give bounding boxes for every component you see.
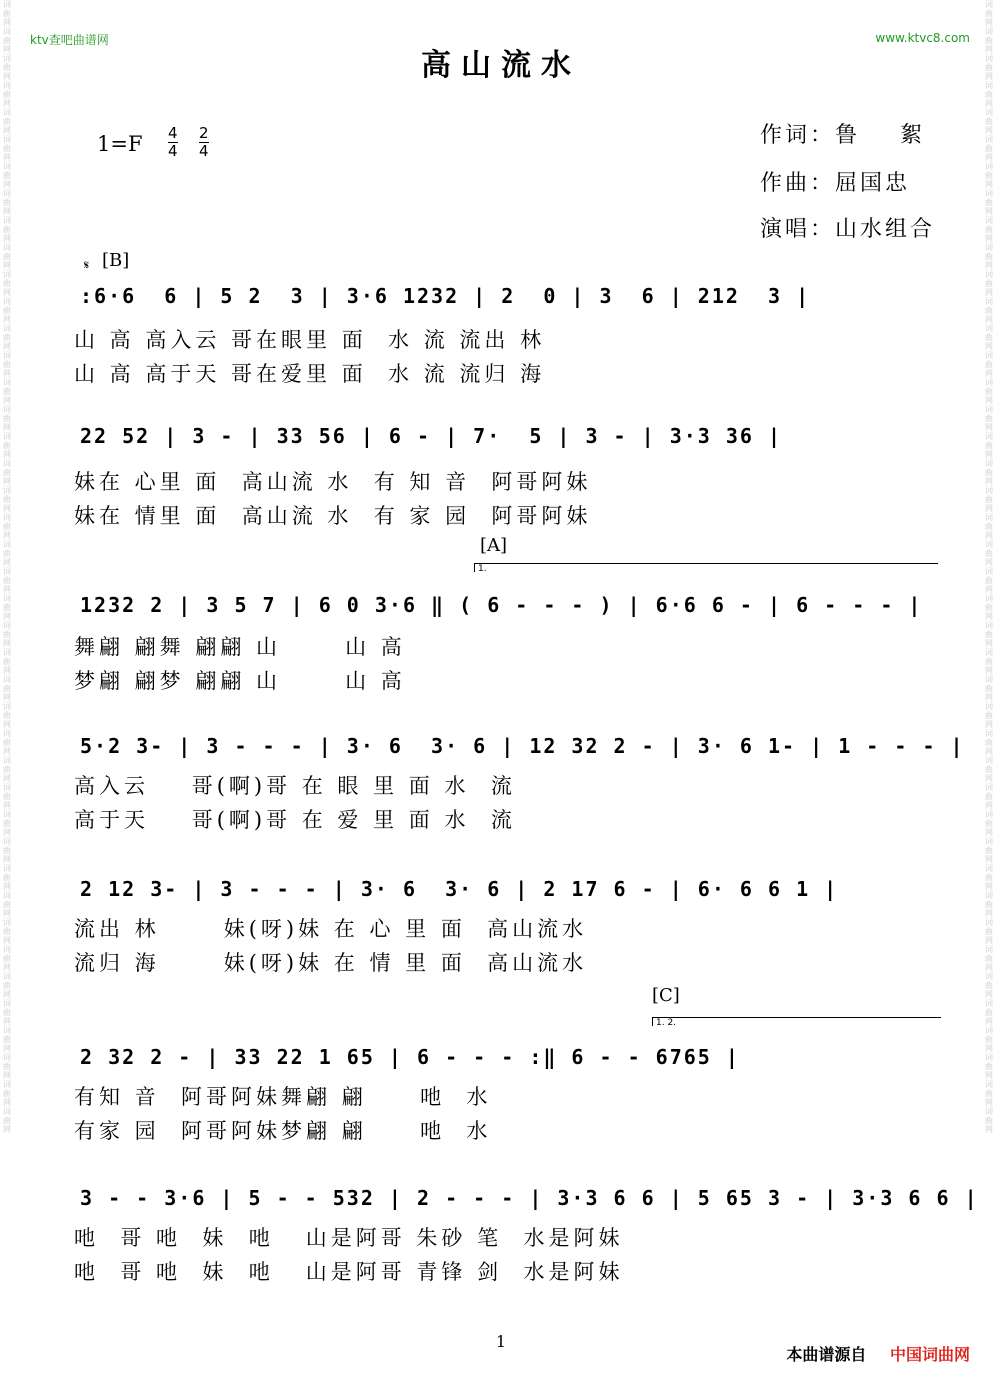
volta-bracket: 1. (474, 563, 938, 572)
page-number: 1 (495, 1332, 507, 1351)
notation-line: 5·2 3- | 3 - - - | 3· 6 3· 6 | 12 32 2 - | 3· 6 1- | 1 - - - | (80, 734, 965, 758)
segno-icon: 𝄋 (84, 258, 90, 272)
lyric-verse-1: 有知 音 阿哥阿妹舞翩 翩 吔 水 (74, 1085, 492, 1109)
site-link-right[interactable]: www.ktvc8.com (875, 31, 970, 45)
site-link-left[interactable]: ktv查吧曲谱网 (30, 33, 109, 47)
time-sig-denominator: 4 (168, 142, 178, 160)
lyric-verse-2: 流归 海 妹(呀)妹 在 情 里 面 高山流水 (74, 951, 588, 975)
lyric-verse-1: 山 高 高入云 哥在眼里 面 水 流 流出 林 (74, 328, 546, 352)
lyric-verse-2: 有家 园 阿哥阿妹梦翩 翩 吔 水 (74, 1119, 492, 1143)
key-signature: 1=F (97, 132, 143, 156)
time-signature-2 (199, 125, 209, 160)
volta-bracket: 1. 2. (652, 1017, 941, 1026)
lyric-verse-1: 流出 林 妹(呀)妹 在 心 里 面 高山流水 (74, 917, 588, 941)
watermark-left: 词曲网词曲网词曲网词曲网词曲网词曲网词曲网词曲网词曲网词曲网词曲网词曲网词曲网词曲网词曲网词曲网词曲网词曲网词曲网词曲网词曲网词曲网词曲网词曲网词曲网词曲网词曲网词曲网词曲网词曲网词曲网词曲网词曲网词曲网词曲网词曲网词曲网词曲网词曲网词曲网词曲网词曲网 (3, 0, 11, 1134)
source-site-link[interactable]: 中国词曲网 (889, 1345, 970, 1364)
lyricist-credit: 作词：鲁 絮 (760, 123, 925, 148)
performer-credit: 演唱：山水组合 (760, 217, 936, 242)
composer-credit: 作曲：屈国忠 (760, 171, 911, 196)
notation-line: 2 12 3- | 3 - - - | 3· 6 3· 6 | 2 17 6 - | 6· 6 6 1 | (80, 877, 839, 901)
time-signature-1 (168, 125, 178, 160)
lyric-verse-1: 舞翩 翩舞 翩翩 山 山 高 (74, 635, 406, 659)
watermark-right: 词曲网词曲网词曲网词曲网词曲网词曲网词曲网词曲网词曲网词曲网词曲网词曲网词曲网词曲网词曲网词曲网词曲网词曲网词曲网词曲网词曲网词曲网词曲网词曲网词曲网词曲网词曲网词曲网词曲网词曲网词曲网词曲网词曲网词曲网词曲网词曲网词曲网词曲网词曲网词曲网词曲网词曲网 (985, 0, 993, 1134)
lyric-verse-2: 高于天 哥(啊)哥 在 爱 里 面 水 流 (74, 808, 516, 832)
notation-line: 22 52 | 3 - | 33 56 | 6 - | 7· 5 | 3 - | 3·3 36 | (80, 424, 783, 448)
time-sig-numerator: 4 (168, 124, 178, 142)
lyric-verse-2: 吔 哥 吔 妹 吔 山是阿哥 青锋 剑 水是阿妹 (74, 1260, 624, 1284)
rehearsal-mark: [C] (652, 985, 680, 1006)
lyric-verse-1: 吔 哥 吔 妹 吔 山是阿哥 朱砂 笔 水是阿妹 (74, 1226, 624, 1250)
lyric-verse-1: 高入云 哥(啊)哥 在 眼 里 面 水 流 (74, 774, 516, 798)
time-sig-denominator: 4 (199, 142, 209, 160)
lyric-verse-2: 山 高 高于天 哥在爱里 面 水 流 流归 海 (74, 362, 546, 386)
rehearsal-mark: [A] (480, 535, 508, 556)
song-title: 高山流水 (421, 48, 581, 83)
lyric-verse-1: 妹在 心里 面 高山流 水 有 知 音 阿哥阿妹 (74, 470, 592, 494)
notation-line: 1232 2 | 3 5 7 | 6 0 3·6 ‖ ( 6 - - - ) | 6·6 6 - | 6 - - - | (80, 593, 923, 617)
rehearsal-mark: [B] (102, 250, 130, 271)
notation-line: 3 - - 3·6 | 5 - - 532 | 2 - - - | 3·3 6 6 | 5 65 3 - | 3·3 6 6 | (80, 1186, 979, 1210)
source-prefix: 本曲谱源自 (786, 1345, 867, 1364)
lyric-verse-2: 妹在 情里 面 高山流 水 有 家 园 阿哥阿妹 (74, 504, 592, 528)
notation-line: 2 32 2 - | 33 22 1 65 | 6 - - - :‖ 6 - - 6765 | (80, 1045, 740, 1069)
notation-line: :6·6 6 | 5 2 3 | 3·6 1232 | 2 0 | 3 6 | 212 3 | (80, 284, 811, 308)
source-credit (786, 1342, 970, 1365)
lyric-verse-2: 梦翩 翩梦 翩翩 山 山 高 (74, 669, 406, 693)
time-sig-numerator: 2 (199, 124, 209, 142)
